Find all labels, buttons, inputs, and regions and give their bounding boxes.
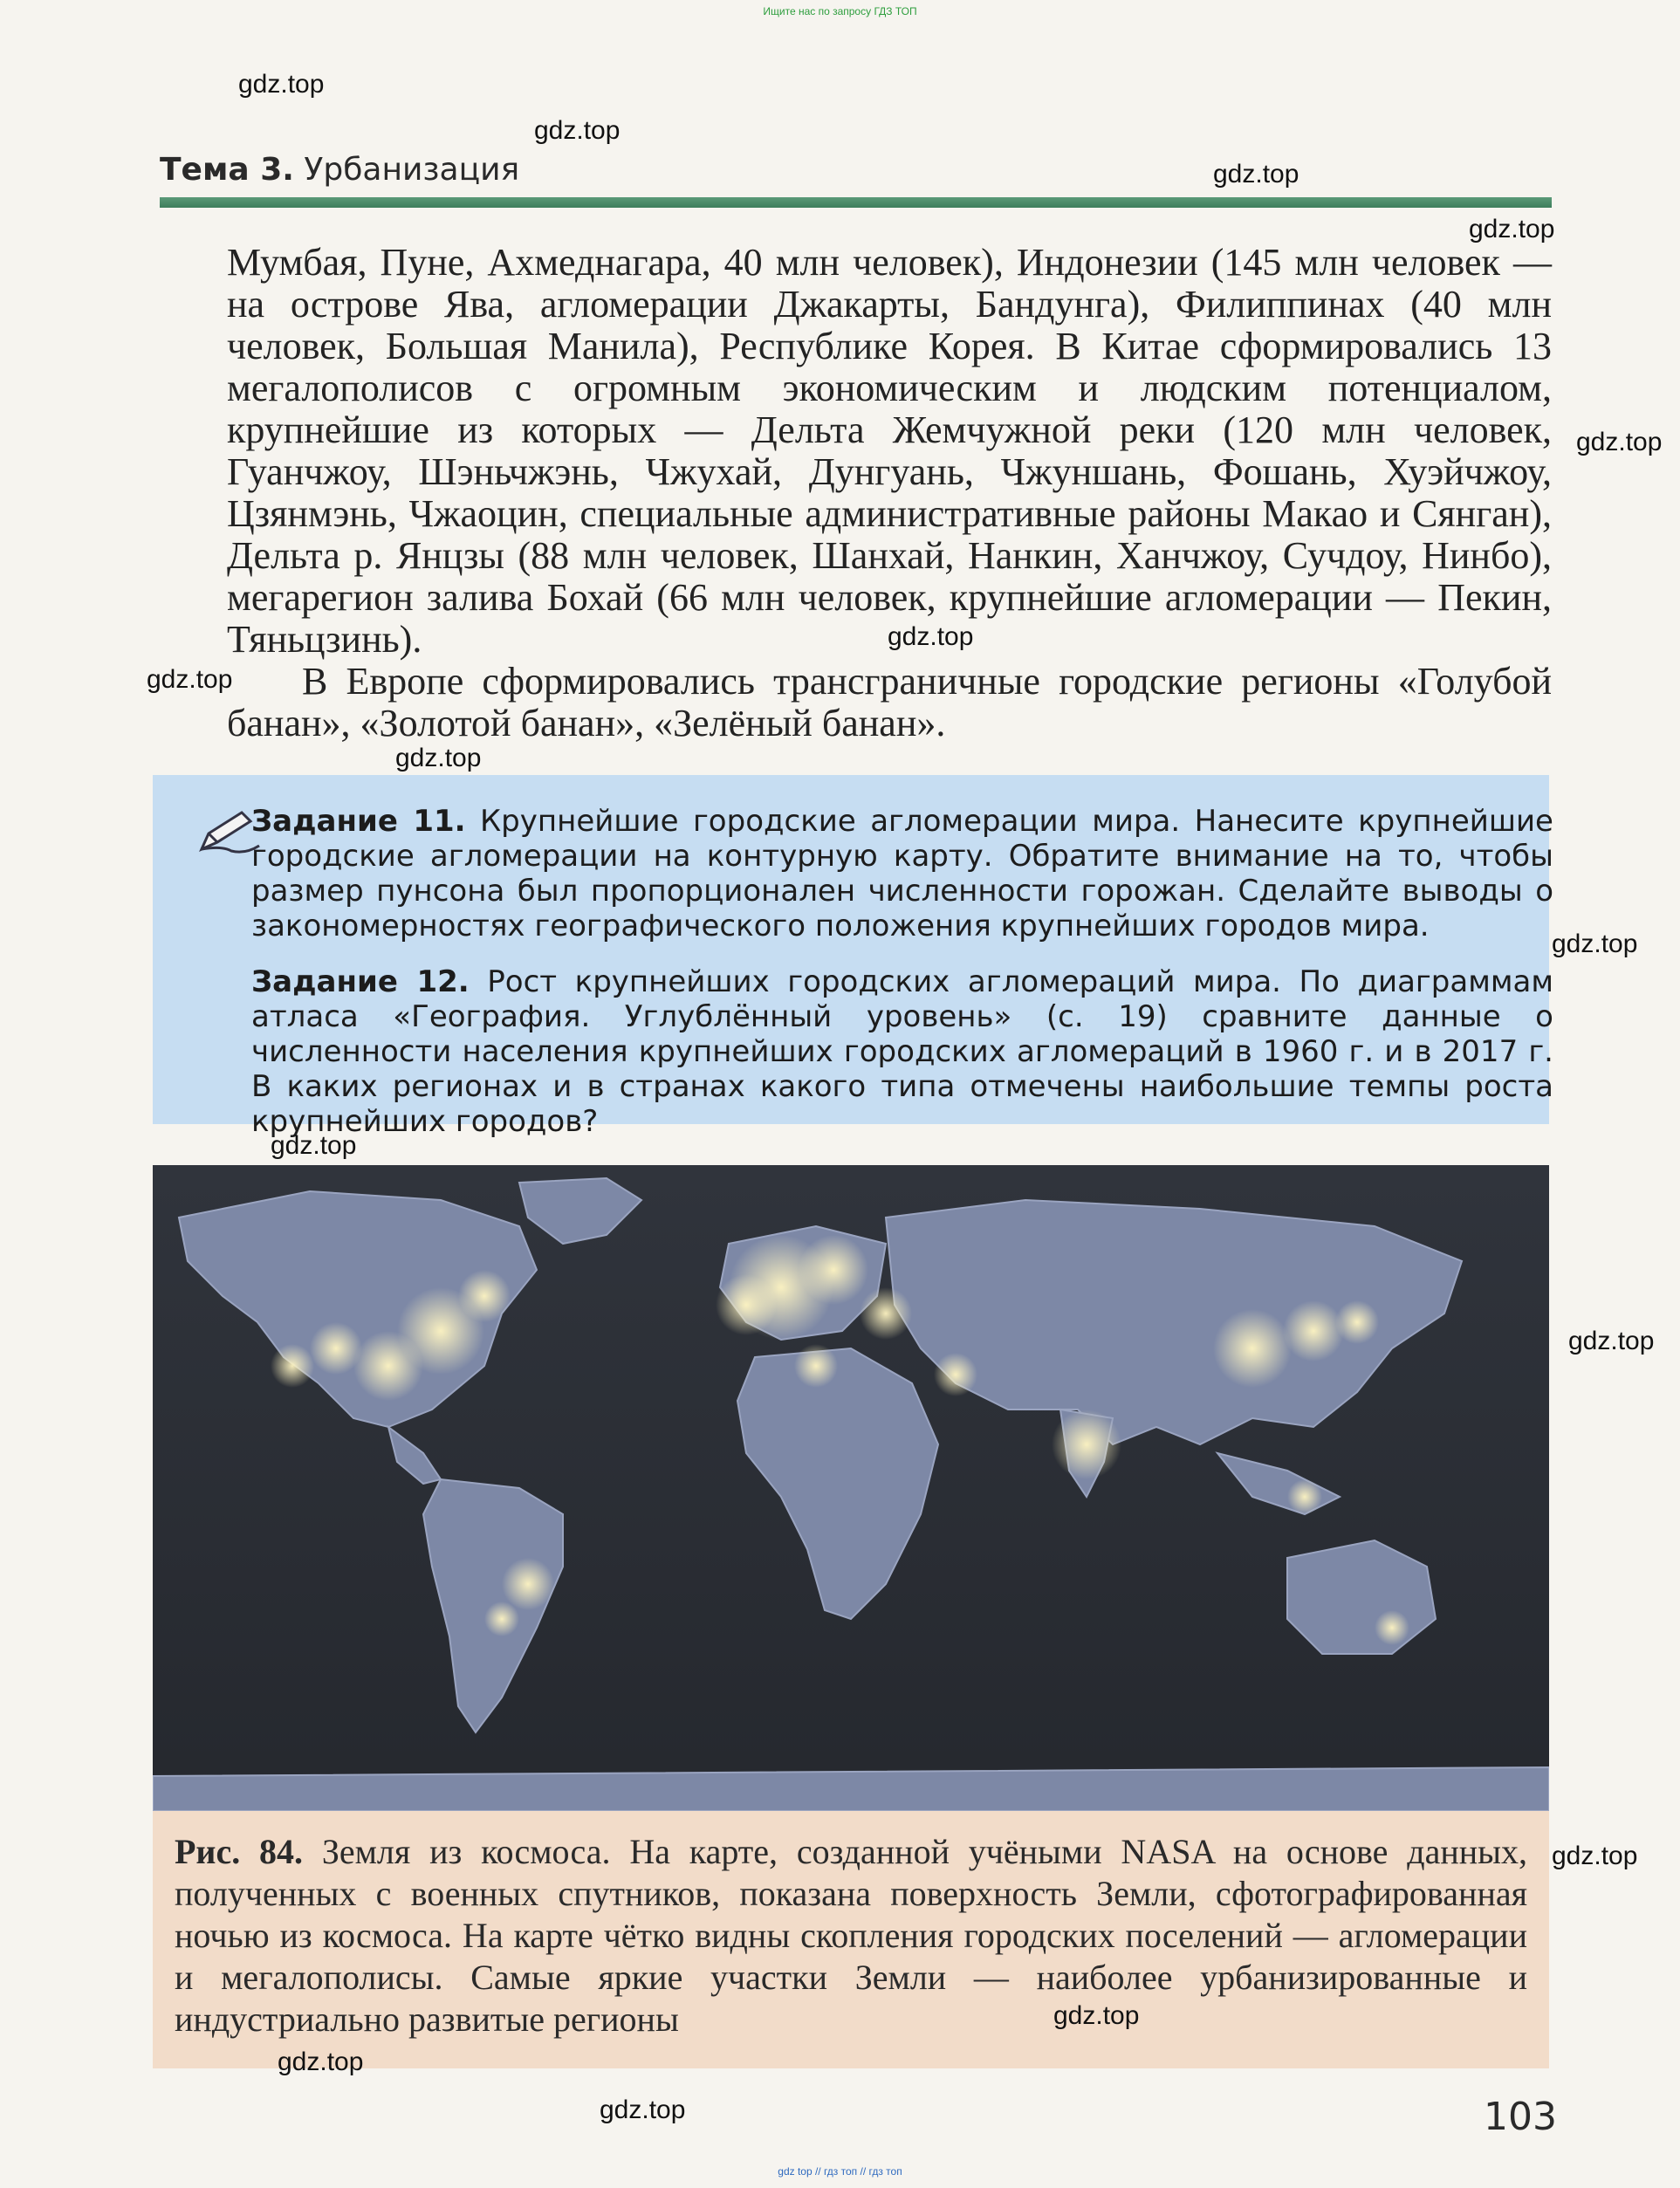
watermark: gdz.top	[147, 665, 233, 694]
watermark: gdz.top	[1568, 1327, 1655, 1355]
figure-label: Рис. 84.	[175, 1832, 304, 1871]
task-11-title: Задание 11.	[251, 804, 466, 839]
chapter-header	[160, 148, 1552, 194]
watermark: gdz.top	[1469, 215, 1555, 243]
watermark: gdz.top	[888, 622, 974, 651]
page-number: 103	[1484, 2095, 1557, 2139]
watermark: gdz.top	[1053, 2001, 1140, 2030]
figure-caption	[175, 1831, 1527, 2041]
watermark: gdz.top	[1576, 428, 1663, 456]
earth-at-night-map	[153, 1165, 1549, 1811]
watermark: gdz.top	[1552, 1842, 1638, 1870]
topic-label: Тема 3.	[160, 152, 294, 188]
watermark: gdz.top	[271, 1131, 357, 1160]
task-11-text: Крупнейшие городские агломерации мира. Нанесите крупнейшие городские агломерации на контурную карту. Обратите внимание на то, чтобы размер пунсона был пропорционален численности горожан. Сделайте выводы о закономерностях географического положения крупнейших городов мира.	[251, 804, 1553, 943]
topic-name: Урбанизация	[304, 152, 520, 188]
main-text	[227, 242, 1552, 744]
watermark: gdz.top	[395, 744, 482, 772]
task-12	[251, 964, 1553, 1139]
paragraph-1: Мумбая, Пуне, Ахмеднагара, 40 млн человек), Индонезии (145 млн человек — на острове Ява, агломерации Джакарты, Бандунга), Филиппинах (40 млн человек, Большая Манила), Республике Корея. В Китае сформировались 13 мегалополисов с огромным экономическим и людским потенциалом, крупнейшие из которых — Дельта Жемчужной реки (120 млн человек, Гуанчжоу, Шэньчжэнь, Чжухай, Дунгуань, Чжуншань, Фошань, Хуэйчжоу, Цзянмэнь, Чжаоцин, специальные административные районы Макао и Сянган), Дельта р. Янцзы (88 млн человек, Шанхай, Нанкин, Ханчжоу, Сучдоу, Нинбо), мегарегион залива Бохай (66 млн человек, крупнейшие агломерации — Пекин, Тяньцзинь).	[227, 241, 1552, 661]
watermark: gdz.top	[1213, 160, 1299, 189]
task-12-title: Задание 12.	[251, 964, 470, 999]
task-12-text: Рост крупнейших городских агломераций мира. По диаграммам атласа «География. Углублённый уровень» (с. 19) сравните данные о численности населения крупнейших городских агломераций в 1960 г. и в 2017 г. В каких регионах и в странах какого типа отмечены наибольшие темпы роста крупнейших городов?	[251, 964, 1553, 1139]
watermark: gdz.top	[600, 2095, 686, 2124]
watermark: gdz.top	[1552, 929, 1638, 958]
top-banner: Ищите нас по запросу ГДЗ ТОП	[763, 5, 917, 17]
watermark: gdz.top	[278, 2047, 364, 2076]
watermark: gdz.top	[238, 70, 325, 99]
footer-links: gdz top // гдз топ // гдз топ	[778, 2165, 902, 2178]
watermark: gdz.top	[534, 116, 621, 145]
paragraph-2: В Европе сформировались трансграничные городские регионы «Голубой банан», «Золотой банан», «Зелёный банан».	[227, 660, 1552, 744]
figure-caption-text: Земля из космоса. На карте, созданной учёными NASA на основе данных, полученных с военных спутников, показана поверхность Земли, сфотографированная ночью из космоса. На карте чётко видны скопления городских поселений — агломерации и мегалополисы. Самые яркие участки Земли — наиболее урбанизированные и индустриально развитые регионы	[175, 1832, 1528, 2039]
chapter-title	[160, 152, 519, 188]
antarctica	[153, 1767, 1549, 1811]
header-rule	[160, 197, 1552, 208]
task-11	[251, 804, 1553, 943]
